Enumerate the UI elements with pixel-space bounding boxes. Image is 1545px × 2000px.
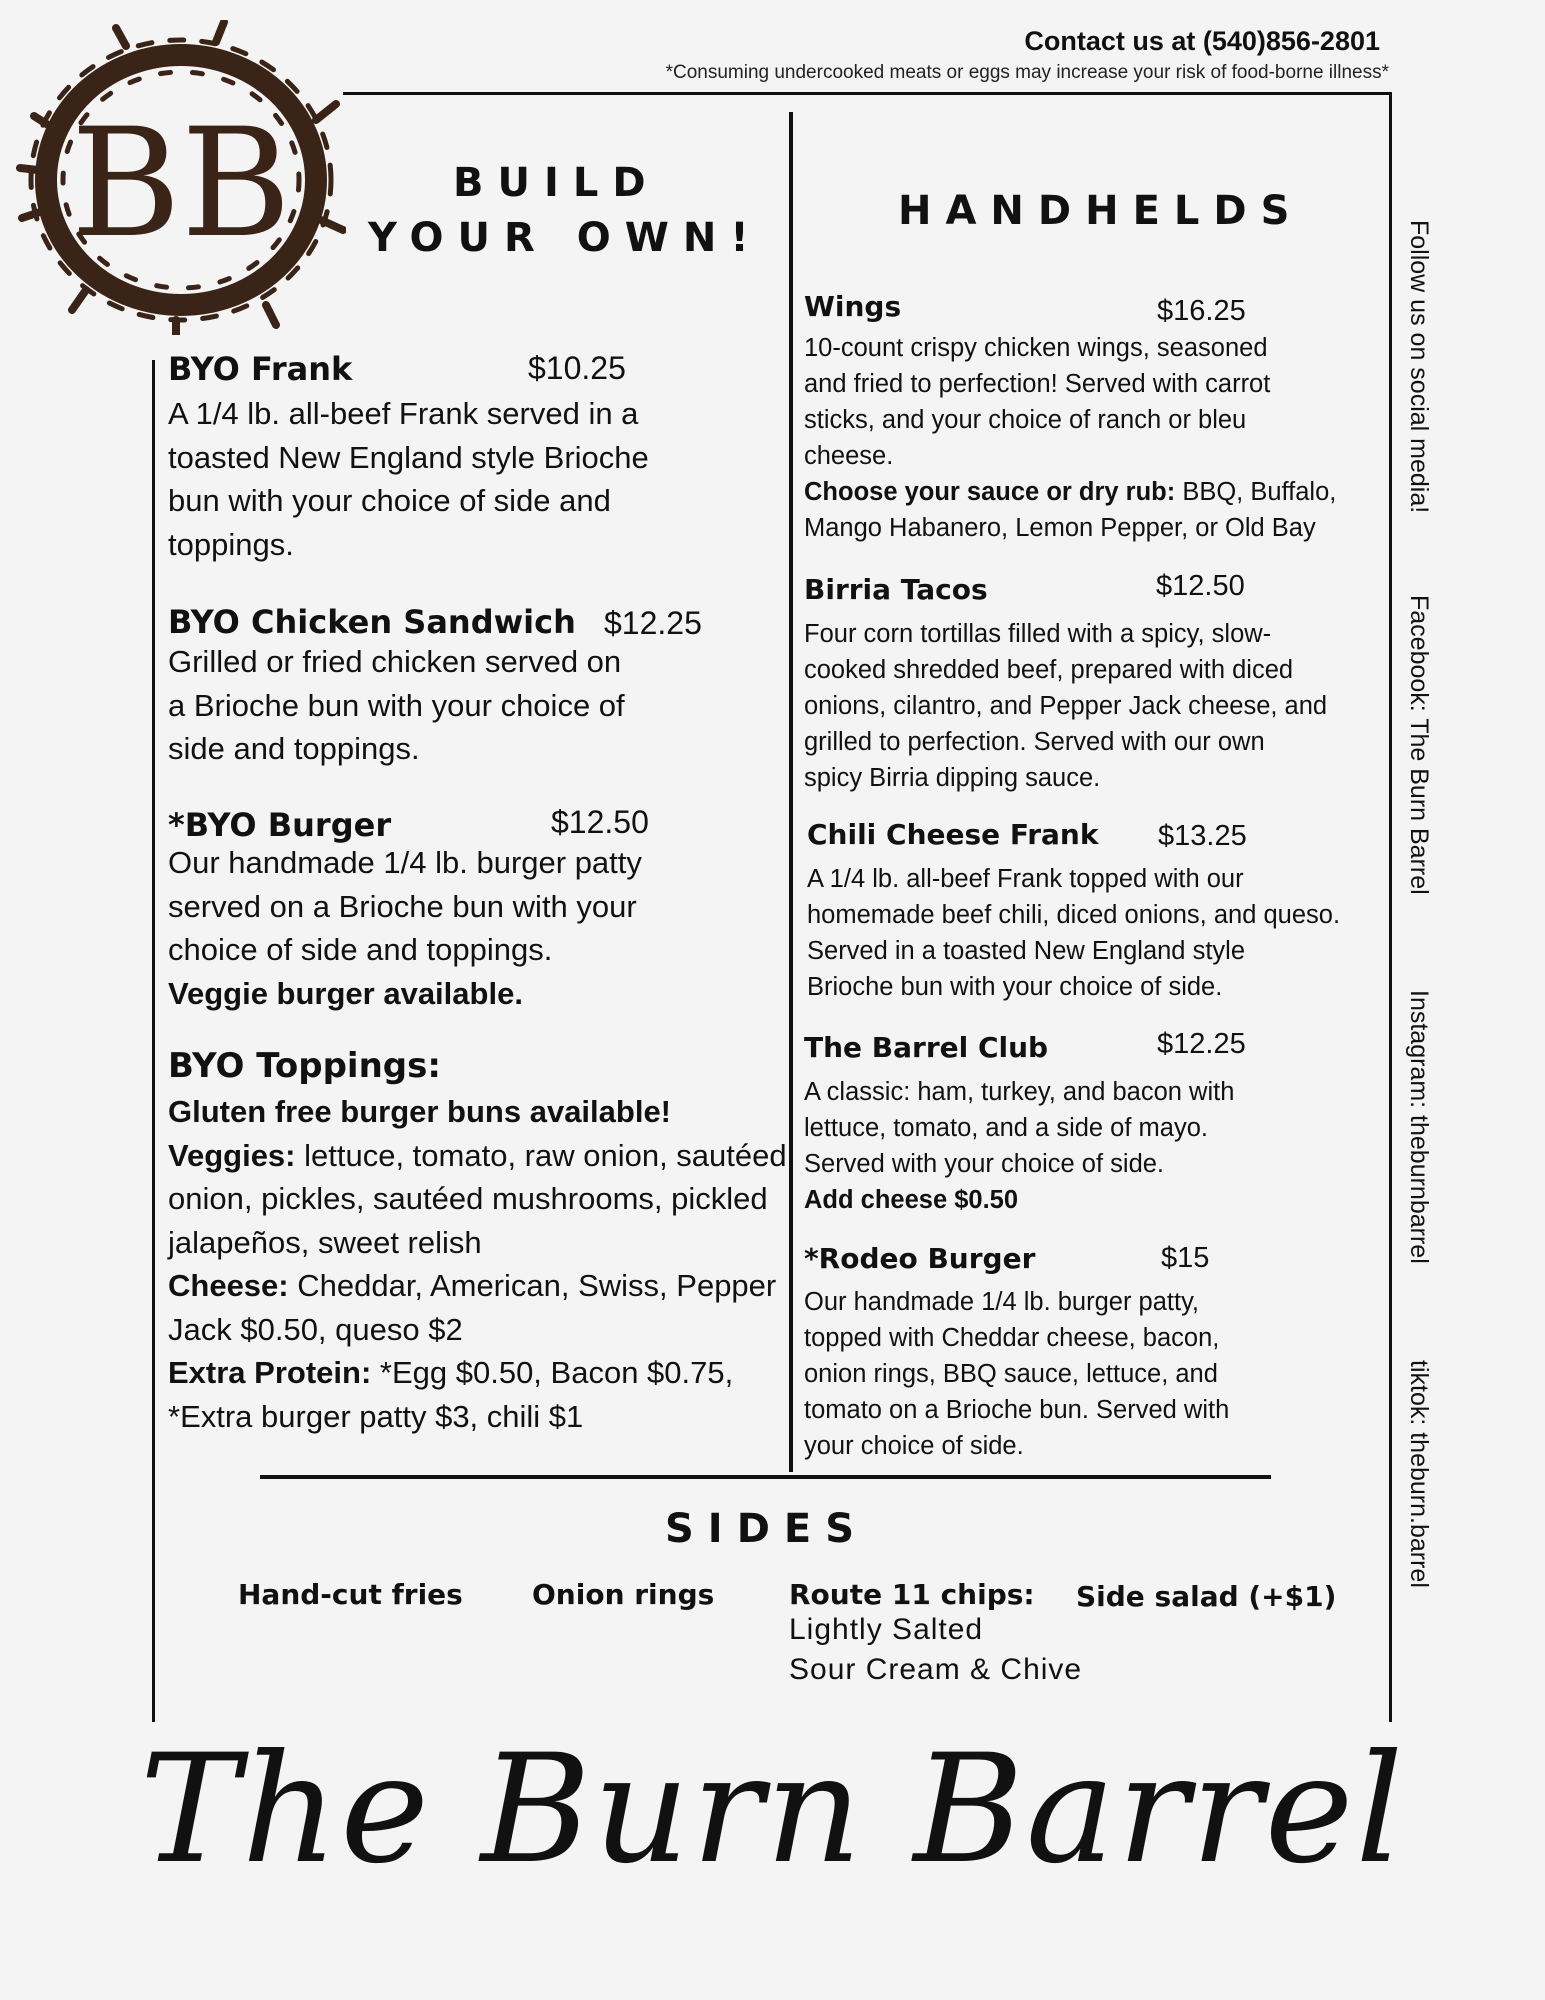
byo-chicken-description: Grilled or fried chicken served on a Brioche bun with your choice of side and toppings. [168,644,625,766]
byo-frank-description: A 1/4 lb. all-beef Frank served in a toasted New England style Brioche bun with your choice of side and toppings. [168,396,649,562]
side-onion-rings: Onion rings [532,1578,715,1611]
social-instagram: Instagram: theburnbarrel [1405,990,1433,1264]
chili-cheese-frank-price: $13.25 [1158,820,1247,852]
toppings-title: BYO Toppings: [168,1046,441,1086]
column-divider [789,112,793,1472]
byo-burger-name: *BYO Burger [168,806,392,844]
byo-frank-name: BYO Frank [168,350,353,388]
social-tiktok: tiktok: theburn.barrel [1405,1360,1433,1588]
barrel-club-description: A classic: ham, turkey, and bacon with lettuce, tomato, and a side of mayo. Served with your choice of side. Add cheese $0.50 [804,1074,1234,1218]
sides-title: SIDES [665,1506,869,1552]
birria-tacos-name: Birria Tacos [804,573,988,606]
chips-options: Lightly Salted Sour Cream & Chive [789,1613,1083,1686]
logo [16,20,346,335]
add-cheese-note: Add cheese $0.50 [804,1186,1019,1214]
toppings-list: Gluten free burger buns available! Veggies: lettuce, tomato, raw onion, sautéed onion, pickles, sautéed mushrooms, pickled jalapeños, sweet relish Cheese: Cheddar, American, Swiss, Pepper Jack $0.50, queso $2 Extra Protein: *Egg $0.50, Bacon $0.75, *Extra burger patty $3, chili $1 [168,1090,788,1438]
byo-frank-price: $10.25 [528,350,626,386]
veggie-burger-note: Veggie burger available. [168,975,523,1011]
food-safety-disclaimer: *Consuming undercooked meats or eggs may increase your risk of food-borne illness* [665,62,1389,83]
handhelds-title: HANDHELDS [898,188,1304,234]
wings-description: 10-count crispy chicken wings, seasoned and fried to perfection! Served with carrot sticks, and your choice of ranch or bleu cheese. Choose your sauce or dry rub: BBQ, Buffalo, Mango Habanero, Lemon Pepper, or Old Bay [804,334,1337,542]
social-facebook: Facebook: The Burn Barrel [1405,595,1433,895]
logo-letters: BB [70,97,292,271]
contact-info: Contact us at (540)856-2801 [1024,26,1380,56]
sides-rule [260,1475,1271,1479]
social-heading: Follow us on social media! [1405,220,1433,514]
side-salad: Side salad (+$1) [1076,1580,1337,1613]
byo-chicken-price: $12.25 [604,605,702,641]
byo-chicken-name: BYO Chicken Sandwich [168,603,576,641]
rodeo-burger-description: Our handmade 1/4 lb. burger patty, topped with Cheddar cheese, bacon, onion rings, BBQ sauce, lettuce, and tomato on a Brioche bun. Served with your choice of side. [804,1288,1230,1460]
gluten-free-note: Gluten free burger buns available! [168,1094,672,1129]
top-rule [343,92,1390,95]
wings-price: $16.25 [1157,295,1246,327]
chili-cheese-frank-name: Chili Cheese Frank [807,818,1099,851]
side-fries: Hand-cut fries [238,1578,463,1611]
barrel-club-price: $12.25 [1157,1028,1246,1060]
rodeo-burger-name: *Rodeo Burger [804,1242,1036,1275]
byo-burger-description: Our handmade 1/4 lb. burger patty served on a Brioche bun with your choice of side and toppings. Veggie burger available. [168,841,642,1015]
chili-cheese-frank-description: A 1/4 lb. all-beef Frank topped with our homemade beef chili, diced onions, and queso. Served in a toasted New England style Brioche bun with your choice of side. [807,865,1341,1001]
barrel-club-name: The Barrel Club [804,1031,1049,1064]
birria-tacos-description: Four corn tortillas filled with a spicy, slow- cooked shredded beef, prepared with diced onions, cilantro, and Pepper Jack cheese, and grilled to perfection. Served with our own spicy Birria dipping sauce. [804,620,1328,792]
left-rule [152,360,155,1722]
right-rule [1389,92,1392,1722]
byo-title-line2: YOUR OWN! [368,215,763,261]
birria-tacos-price: $12.50 [1156,570,1245,602]
rodeo-burger-price: $15 [1161,1242,1210,1274]
brand-name: The Burn Barrel [139,1723,1406,1897]
side-chips: Route 11 chips: [789,1578,1035,1611]
byo-burger-price: $12.50 [551,804,649,840]
byo-title-line1: BUILD [453,160,660,206]
wings-name: Wings [804,290,902,323]
